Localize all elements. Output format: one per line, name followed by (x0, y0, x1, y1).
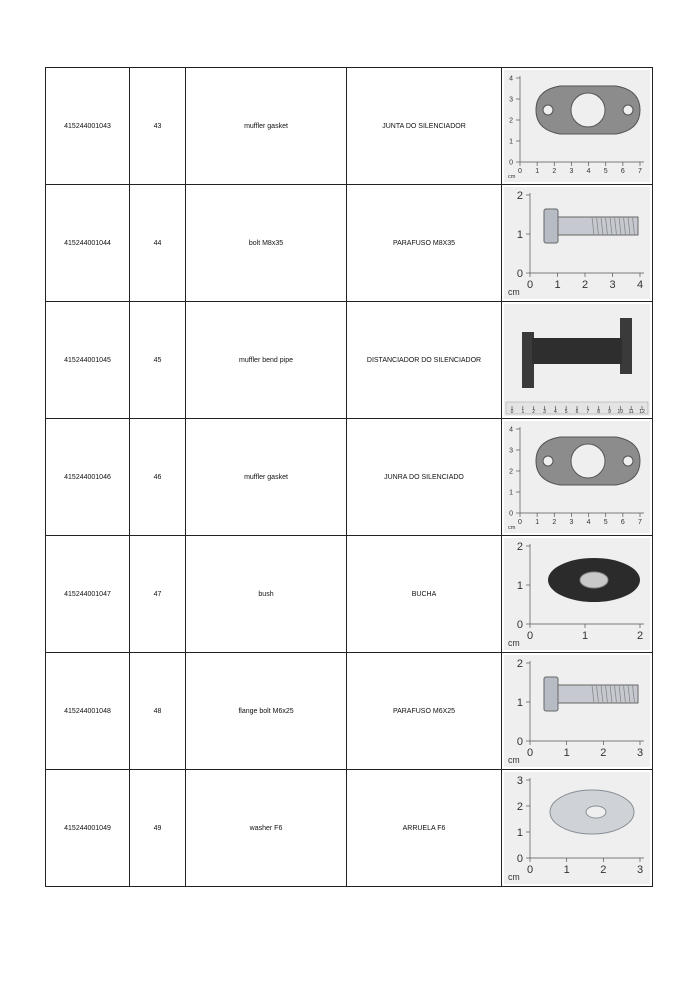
ruler-tick-label: 2 (516, 800, 523, 813)
description-pt: PARAFUSO M8X35 (347, 185, 502, 302)
description-en: muffler bend pipe (186, 302, 347, 419)
ruler-tick-label: 1 (516, 696, 523, 709)
table-row (46, 185, 653, 302)
ruler-tick-label: 1 (509, 489, 513, 497)
ruler-tick-label: 0 (509, 159, 513, 167)
table-row (46, 419, 653, 536)
description-pt: JUNTA DO SILENCIADOR (347, 68, 502, 185)
part-photo-cell (502, 185, 653, 302)
part-shape (548, 558, 640, 602)
ruler-tick-label: 0 (518, 168, 522, 175)
bolt-photo (504, 655, 650, 767)
item-number: 49 (130, 770, 186, 887)
ruler-unit-label: cm (508, 755, 520, 765)
ruler-tick-label: 0 (516, 735, 523, 748)
ruler-tick-label: 1 (563, 747, 570, 759)
ruler-tick-label: 6 (620, 168, 625, 175)
description-en: muffler gasket (186, 68, 347, 185)
ruler-tick-label: 2 (516, 189, 523, 202)
ruler-tick-label: 3 (636, 747, 644, 759)
ruler-unit-label: cm (508, 638, 520, 648)
part-photo-cell (502, 302, 653, 419)
ruler-tick-label: 4 (586, 519, 591, 526)
description-en: washer F6 (186, 770, 347, 887)
part-photo-cell (502, 536, 653, 653)
ruler-tick-label: 4 (509, 75, 513, 83)
table-row (46, 653, 653, 770)
bolt-photo (504, 187, 650, 299)
part-code: 415244001043 (46, 68, 130, 185)
parts-table (45, 67, 653, 887)
description-en: muffler gasket (186, 419, 347, 536)
ruler-tick-label: 2 (509, 468, 513, 476)
ruler-tick-label: 6 (620, 519, 625, 526)
ruler-tick-label: 3 (609, 279, 616, 291)
ruler-tick-label: 1 (535, 519, 540, 526)
part-shape (550, 790, 634, 834)
ruler-tick-label: 3 (569, 168, 574, 175)
bush-photo (504, 538, 650, 650)
description-pt: BUCHA (347, 536, 502, 653)
part-code: 415244001047 (46, 536, 130, 653)
description-en: bolt M8x35 (186, 185, 347, 302)
part-code: 415244001044 (46, 185, 130, 302)
ruler-tick-label: 11 (628, 409, 634, 415)
ruler-tick-label: 1 (521, 409, 525, 415)
ruler-tick-label: 7 (638, 168, 642, 175)
ruler-unit-label: cm (508, 287, 520, 297)
ruler-tick-label: 1 (535, 168, 540, 175)
ruler-tick-label: 2 (600, 864, 607, 876)
ruler-tick-label: 0 (526, 279, 534, 291)
ruler-tick-label: 0 (518, 519, 522, 526)
description-en: bush (186, 536, 347, 653)
ruler-tick-label: 2 (552, 168, 557, 175)
description-pt: PARAFUSO M6X25 (347, 653, 502, 770)
gasket-photo (504, 70, 650, 182)
ruler-tick-label: 10 (617, 409, 624, 415)
ruler-tick-label: 2 (516, 657, 523, 670)
ruler-tick-label: 4 (509, 426, 513, 434)
part-shape (536, 437, 640, 485)
description-en: flange bolt M6x25 (186, 653, 347, 770)
ruler-tick-label: 3 (509, 96, 513, 104)
ruler-tick-label: 5 (564, 409, 568, 415)
ruler-tick-label: 4 (636, 279, 644, 291)
ruler-tick-label: 3 (509, 447, 513, 455)
ruler-tick-label: 2 (532, 409, 536, 415)
part-code: 415244001048 (46, 653, 130, 770)
ruler-tick-label: 7 (586, 409, 590, 415)
ruler-tick-label: 2 (516, 540, 523, 553)
part-photo-cell (502, 770, 653, 887)
ruler-tick-label: 1 (516, 826, 523, 839)
part-code: 415244001045 (46, 302, 130, 419)
ruler-tick-label: 0 (526, 864, 534, 876)
ruler-tick-label: 8 (597, 409, 601, 415)
ruler-tick-label: 0 (526, 630, 534, 642)
washer-photo (504, 772, 650, 884)
ruler-tick-label: 2 (581, 279, 589, 291)
ruler-tick-label: 4 (586, 168, 591, 175)
ruler-tick-label: 9 (608, 409, 611, 415)
part-shape (536, 86, 640, 134)
ruler-tick-label: 1 (509, 138, 513, 146)
ruler-tick-label: 1 (516, 579, 523, 592)
item-number: 45 (130, 302, 186, 419)
item-number: 46 (130, 419, 186, 536)
ruler-unit-label: cm (508, 872, 520, 882)
ruler-tick-label: 1 (581, 630, 589, 642)
ruler-tick-label: 2 (509, 117, 513, 125)
ruler-tick-label: 3 (516, 774, 523, 787)
item-number: 47 (130, 536, 186, 653)
ruler-tick-label: 12 (639, 409, 645, 415)
pipe-photo (504, 304, 650, 416)
ruler-tick-label: 0 (509, 510, 513, 518)
ruler-tick-label: 2 (636, 630, 644, 642)
ruler-tick-label: 6 (575, 409, 579, 415)
ruler-tick-label: 3 (569, 519, 574, 526)
gasket-photo (504, 421, 650, 533)
ruler-tick-label: 4 (553, 409, 557, 415)
ruler-tick-label: 0 (526, 747, 534, 759)
part-code: 415244001049 (46, 770, 130, 887)
part-photo-cell (502, 419, 653, 536)
ruler-tick-label: 1 (516, 228, 523, 241)
item-number: 48 (130, 653, 186, 770)
part-code: 415244001046 (46, 419, 130, 536)
ruler-tick-label: 3 (636, 864, 644, 876)
description-pt: JUNRA DO SILENCIADO (347, 419, 502, 536)
ruler-tick-label: 0 (516, 618, 523, 631)
ruler-tick-label: 0 (516, 267, 523, 280)
ruler-tick-label: 2 (600, 747, 607, 759)
part-photo-cell (502, 68, 653, 185)
table-row (46, 302, 653, 419)
table-row (46, 68, 653, 185)
table-row (46, 770, 653, 887)
part-photo-cell (502, 653, 653, 770)
item-number: 44 (130, 185, 186, 302)
ruler-tick-label: 5 (603, 168, 608, 175)
ruler-tick-label: 1 (554, 279, 561, 291)
ruler-tick-label: 5 (603, 519, 608, 526)
description-pt: ARRUELA F6 (347, 770, 502, 887)
ruler-tick-label: 7 (638, 519, 642, 526)
ruler-tick-label: 1 (563, 864, 570, 876)
description-pt: DISTANCIADOR DO SILENCIADOR (347, 302, 502, 419)
ruler-tick-label: 2 (552, 519, 557, 526)
table-row (46, 536, 653, 653)
ruler-unit-label: cm (508, 525, 516, 531)
ruler-unit-label: cm (508, 174, 516, 180)
item-number: 43 (130, 68, 186, 185)
ruler-tick-label: 0 (510, 409, 514, 415)
ruler-tick-label: 0 (516, 852, 523, 865)
ruler (506, 402, 648, 415)
ruler-tick-label: 3 (543, 409, 546, 415)
